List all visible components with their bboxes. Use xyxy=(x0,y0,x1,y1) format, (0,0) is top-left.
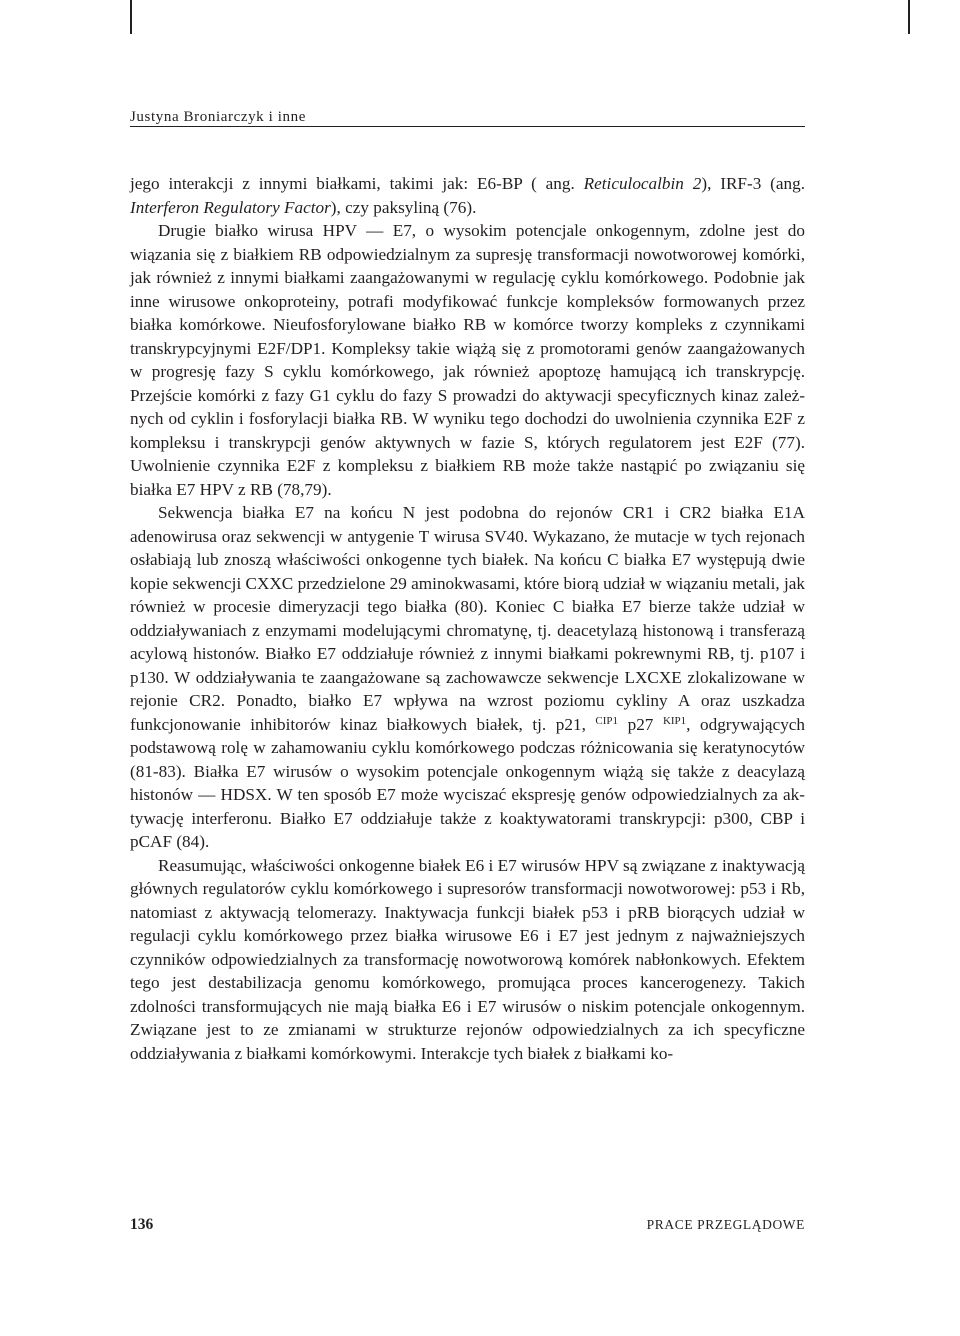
paragraph-4 xyxy=(130,854,805,1066)
text-segment: ), IRF-3 (ang. xyxy=(701,174,806,193)
italic-term: Reticulocalbin 2 xyxy=(583,174,702,193)
page-number: 136 xyxy=(130,1216,154,1233)
paragraph-3 xyxy=(130,501,805,854)
text-segment: ), czy paksyliną (76). xyxy=(330,197,477,217)
text-segment: Drugie białko wirusa HPV — E7, o wysokim potencjale onkogennym, zdolne jest do wiązania się z białkiem RB odpowiedzialnym za supresję transformacji nowotworowej komórki, jak również z innymi białkami zaangażowanymi w regulację cyklu komórkowego. Podobnie jak inne wirusowe onkoproteiny, potrafi modyfikować funkcje kompleksów formowanych przez białka komórkowe. Nieufosforylowane białko RB w komórce tworzy kompleks z czynnikami transkrypcyjnymi E2F/DP1. Kompleksy takie wiążą się z promotorami genów zaangażowanych w progresję fazy S cyklu komórkowego, jak również apoptozę hamującą ich transkrypcję. Przejście komórki z fazy G1 cyklu do fazy S prowadzi do aktywacji specyficznych kinaz zależnych od cyklin i fosforylacji białka RB. W wyniku tego dochodzi do uwolnienia czynnika E2F z kompleksu i transkrypcji genów aktywnych w fazie S, których regulatorem jest E2F (77). Uwolnienie czynnika E2F z kompleksu z białkiem RB może także nastąpić po związaniu się białka E7 HPV z RB (78,79). xyxy=(130,221,805,499)
paragraph-1 xyxy=(130,172,805,219)
text-segment: , odgrywających podstawową rolę w zahamowaniu cyklu komórkowego podczas różnicowania się keratynocytów (81-83). Białka E7 wirusów o wysokim potencjale onkogennym wiążą się także z deacylazą histonów — HDSX. W ten sposób E7 może wyciszać ekspresję genów odpowiedzialnych za aktywację interferonu. Białko E7 oddziałuje także z koaktywatorami transkrypcji: p300, CBP i pCAF (84). xyxy=(130,714,806,851)
body-text xyxy=(130,172,805,1065)
superscript: KIP1 xyxy=(662,714,687,727)
text-segment: Sekwencja białka E7 na końcu N jest podobna do rejonów CR1 i CR2 białka E1A adenowirusa oraz sekwencji w antygenie T wirusa SV40. Wykazano, że mutacje w tych rejonach osłabiają lub znoszą właściwości onkogenne tych białek. Na końcu C białka E7 występują dwie kopie sekwencji CXXC przedzielone 29 aminokwasami, które biorą udział w wiązaniu metali, jak również w procesie dimeryzacji tego białka (80). Koniec C białka E7 bierze także udział w oddziaływaniach z enzymami modelującymi chromatynę, tj. deacetylazą histonową i transferazą acylową histonów. Białko E7 oddziałuje również z innymi białkami pokrewnymi RB, tj. p107 i p130. W oddziaływania te zaangażowane są zachowawcze sekwencje LXCXE zlokalizowane w rejonie CR2. Ponadto, białko E7 wpływa na wzrost poziomu cykliny A oraz uszkadza funkcjonowanie inhibitorów kinaz białkowych białek, tj. p21, xyxy=(130,503,805,734)
crop-mark-right xyxy=(908,0,910,34)
superscript: CIP1 xyxy=(595,714,619,727)
crop-mark-left xyxy=(130,0,132,34)
section-name: PRACE PRZEGLĄDOWE xyxy=(646,1217,805,1232)
text-segment: p27 xyxy=(618,714,663,734)
text-segment: Reasumując, właściwości onkogenne białek E6 i E7 wirusów HPV są związane z inaktywacją głównych regulatorów cyklu komórkowego i supresorów transformacji nowotworowej: p53 i Rb, natomiast z aktywacją telomerazy. Inaktywacja funkcji białek p53 i pRB biorących udział w regulacji cyklu komórkowego przez białka wirusowe E6 i E7 jest jednym z najważniejszych czynników odpowiedzialnych za transformację nowotworową komórek nabłonkowych. Efektem tego jest destabilizacja genomu komórkowego, promująca proces kancerogenezy. Takich zdolności transformujących nie mają białka E6 i E7 wirusów o niskim potencjale onkogennym. Związane jest to ze zmianami w strukturze rejonów odpowiedzialnych za ich specyficzne oddziaływania z białkami komórkowymi. Interakcje tych białek z białkami ko- xyxy=(130,855,805,1063)
running-head: Justyna Broniarczyk i inne xyxy=(130,108,805,127)
text-segment: jego interakcji z innymi białkami, takimi jak: E6-BP ( ang. xyxy=(130,174,584,193)
italic-term: Interferon Regulatory Factor xyxy=(130,197,331,217)
paragraph-2 xyxy=(130,219,805,501)
